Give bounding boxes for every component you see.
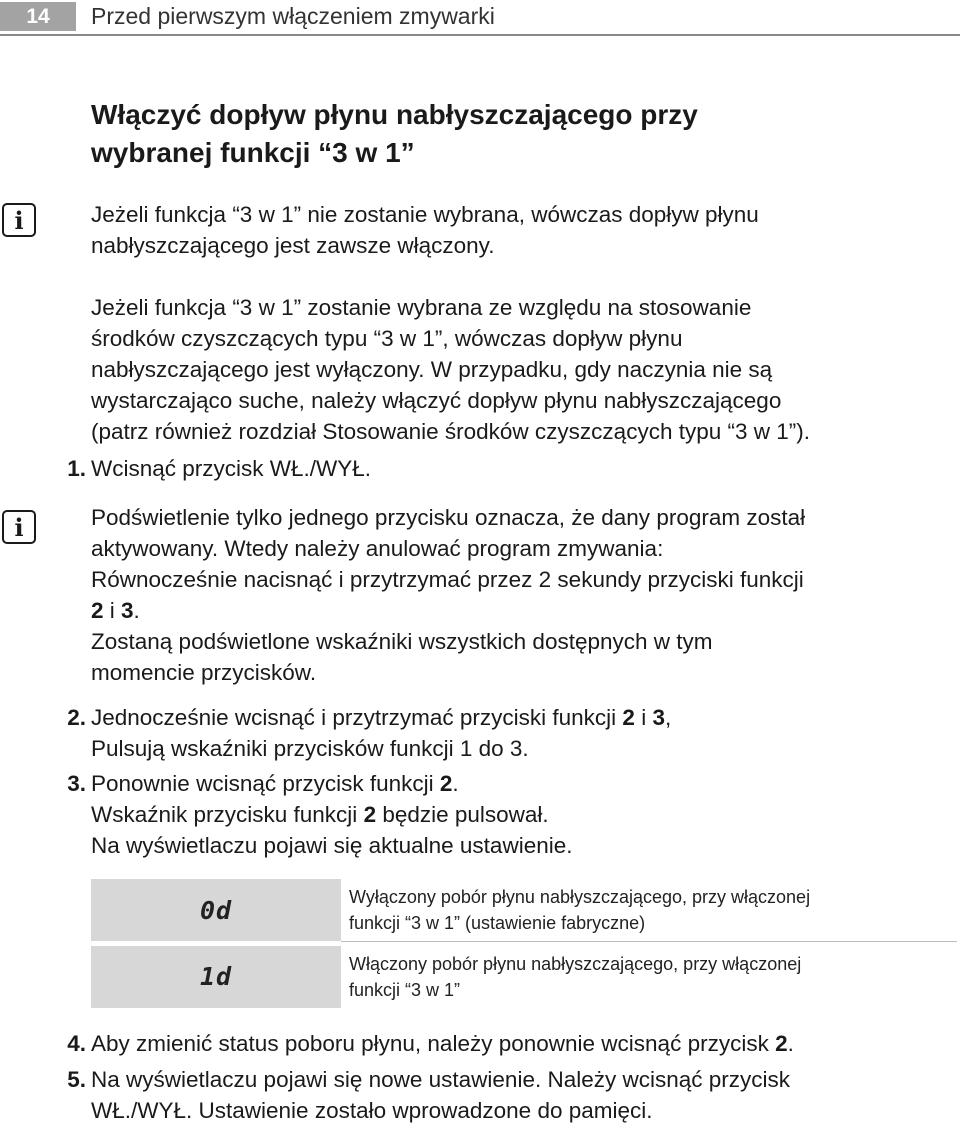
setting-description: Wyłączony pobór płynu nabłyszczającego, przy włączonej funkcji “3 w 1” (ustawienie fabryczne) (349, 886, 811, 933)
description-paragraph (91, 292, 951, 447)
paragraph-line: wystarczająco suche, należy włączyć dopływ płynu nabłyszczającego (91, 388, 782, 413)
info-note-line: aktywowany. Wtedy należy anulować program zmywania: (91, 536, 664, 561)
paragraph-line: nabłyszczającego jest wyłączony. W przypadku, gdy naczynia nie są (91, 357, 773, 382)
info-note-line: Zostaną podświetlone wskaźniki wszystkich dostępnych w tym (91, 629, 713, 654)
info-note-line: 2 i 3. (91, 598, 140, 623)
step-text: Wcisnąć przycisk WŁ./WYŁ. (91, 456, 372, 481)
info-note-line: momencie przycisków. (91, 660, 317, 685)
step-number: 3. (67, 771, 86, 796)
display-code: 1d (91, 946, 341, 1008)
paragraph-line: środków czyszczących typu “3 w 1”, wówczas dopływ płynu (91, 326, 683, 351)
step-text: Aby zmienić status poboru płynu, należy ponownie wcisnąć przycisk 2. (91, 1031, 794, 1056)
info-note-line: Jeżeli funkcja “3 w 1” nie zostanie wybrana, wówczas dopływ płynu (91, 202, 759, 227)
info-note-line: Podświetlenie tylko jednego przycisku oznacza, że dany program został (91, 505, 806, 530)
section-title (91, 96, 891, 172)
header-title: Przed pierwszym włączeniem zmywarki (91, 3, 495, 29)
info-note-line: Równocześnie nacisnąć i przytrzymać przez 2 sekundy przyciski funkcji (91, 567, 804, 592)
display-code: 0d (91, 879, 341, 941)
step-number: 1. (67, 456, 86, 481)
info-note-line: nabłyszczającego jest zawsze włączony. (91, 233, 495, 258)
section-title-line: wybranej funkcji “3 w 1” (91, 137, 415, 168)
table-row (91, 946, 957, 1008)
paragraph-line: Jeżeli funkcja “3 w 1” zostanie wybrana ze względu na stosowanie (91, 295, 752, 320)
settings-table (91, 879, 957, 1008)
step-number: 4. (67, 1031, 86, 1056)
info-note-2 (91, 502, 951, 688)
page-number: 14 (0, 2, 76, 31)
section-title-line: Włączyć dopływ płynu nabłyszczającego przy (91, 99, 698, 130)
step-text: Na wyświetlaczu pojawi się nowe ustawienie. Należy wcisnąć przycisk WŁ./WYŁ. Ustawienie zostało wprowadzone do pamięci. (91, 1067, 791, 1123)
step-text: Jednocześnie wcisnąć i przytrzymać przyciski funkcji 2 i 3, Pulsują wskaźniki przycisków funkcji 1 do 3. (91, 705, 672, 761)
setting-description: Włączony pobór płynu nabłyszczającego, przy włączonej funkcji “3 w 1” (349, 953, 802, 1000)
table-row (91, 879, 957, 941)
step-number: 2. (67, 705, 86, 730)
page-header (0, 0, 960, 36)
step-text: Ponownie wcisnąć przycisk funkcji 2. Wskaźnik przycisku funkcji 2 będzie pulsował. Na wyświetlaczu pojawi się aktualne ustawienie. (91, 771, 573, 858)
info-note-1 (91, 199, 951, 261)
paragraph-line: (patrz również rozdział Stosowanie środków czyszczących typu “3 w 1”). (91, 419, 811, 444)
info-icon: i (2, 203, 36, 237)
step-number: 5. (67, 1067, 86, 1092)
info-icon: i (2, 510, 36, 544)
